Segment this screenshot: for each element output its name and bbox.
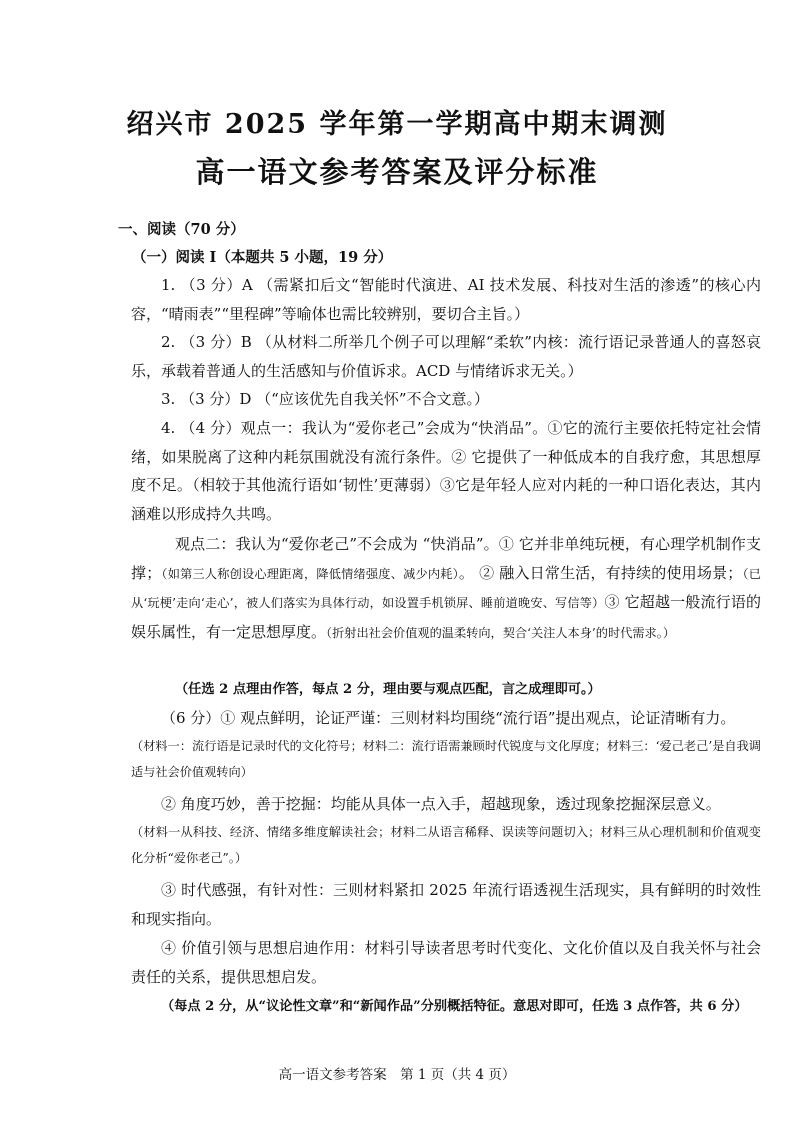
exam-title: 绍兴市 2025 学年第一学期高中期末调测: [126, 109, 668, 140]
q5-point-1-note: （材料一：流行语是记录时代的文化符号；材料二：流行语需兼顾时代锐度与文化厚度；材料三：‘爱己老己’是自我调适与社会价值观转向）: [131, 739, 761, 779]
q5-point-3: ③ 时代感强，有针对性：三则材料紧扣 2025 年流行语透视生活现实，具有鲜明的时效性和现实指向。: [131, 881, 761, 928]
q5-scoring-rule: （每点 2 分，从“议论性文章”和“新闻作品”分别概括特征。意思对即可，任选 3 点作答，共 6 分）: [161, 999, 748, 1014]
view2-text-c: ③ 它超越一般流行语的娱乐属性，有一定思想厚度。: [131, 593, 761, 641]
answer-q4-view2: [131, 530, 761, 647]
view2-note-a: （如第三人称创设心理距离，降低情绪强度、减少内耗）: [161, 566, 459, 581]
answer-q1: 1. （3 分）A （需紧扣后文“智能时代演进、AI 技术发展、科技对生活的渗透”的核心内容，“晴雨表”“里程碑”等喻体也需比较辨别，要切合主旨。）: [131, 276, 761, 323]
page-footer: 高一语文参考答案 第 1 页（共 4 页）: [278, 1067, 516, 1083]
q5-point-1: （6 分）① 观点鲜明，论证严谨：三则材料均围绕“流行语”提出观点，论证清晰有力。: [161, 709, 736, 727]
q5-point-2: ② 角度巧妙，善于挖掘：均能从具体一点入手，超越现象，透过现象挖掘深层意义。: [161, 795, 721, 813]
view2-text-b: 。 ② 融入日常生活，有持续的使用场景；: [458, 563, 743, 582]
view2-note-c: （折射出社会价值观的温柔转向，契合‘关注人本身’的时代需求。）: [326, 625, 676, 640]
answer-q2: 2. （3 分）B （从材料二所举几个例子可以理解“柔软”内核：流行语记录普通人的喜怒哀乐，承载着普通人的生活感知与价值诉求。ACD 与情绪诉求无关。）: [131, 333, 761, 380]
answer-q3: 3. （3 分）D （“应该优先自我关怀”不合文意。）: [161, 390, 490, 408]
answer-q4-view1: 4. （4 分）观点一：我认为“爱你老己”会成为“快消品”。①它的流行主要依托特定社会情绪，如果脱离了这种内耗氛围就没有流行条件。② 它提供了一种低成本的自我疗愈，其思想厚度不足。（相较于其他流行语如‘韧性’更薄弱）③它是年轻人应对内耗的一种口语化表达，其内涵难以形成持久共鸣。: [131, 419, 761, 523]
view2-text-a: 观点二：我认为“爱你老己”不会成为 “快消品”。① 它并非单纯玩梗，有心理学机制作支撑；: [131, 535, 761, 582]
document-subtitle: 高一语文参考答案及评分标准: [195, 155, 599, 189]
q4-scoring-rule: （任选 2 点理由作答，每点 2 分，理由要与观点匹配，言之成理即可。）: [175, 682, 601, 697]
q5-point-4: ④ 价值引领与思想启迪作用：材料引导读者思考时代变化、文化价值以及自我关怀与社会责任的关系，提供思想启发。: [131, 939, 761, 986]
section-heading-reading: 一、阅读（70 分）: [118, 221, 245, 238]
q5-point-2-note: （材料一从科技、经济、情绪多维度解读社会；材料二从语言稀释、误读等问题切入；材料三从心理机制和价值观变化分析“爱你老己”。）: [131, 825, 761, 865]
subsection-heading-reading-1: （一）阅读 I（本题共 5 小题，19 分）: [132, 249, 393, 266]
view2-note-b: （已从‘玩梗’走向‘走心’，被人们落实为具体行动，如设置手机锁屏、睡前道晚安、写信等）: [131, 566, 761, 611]
